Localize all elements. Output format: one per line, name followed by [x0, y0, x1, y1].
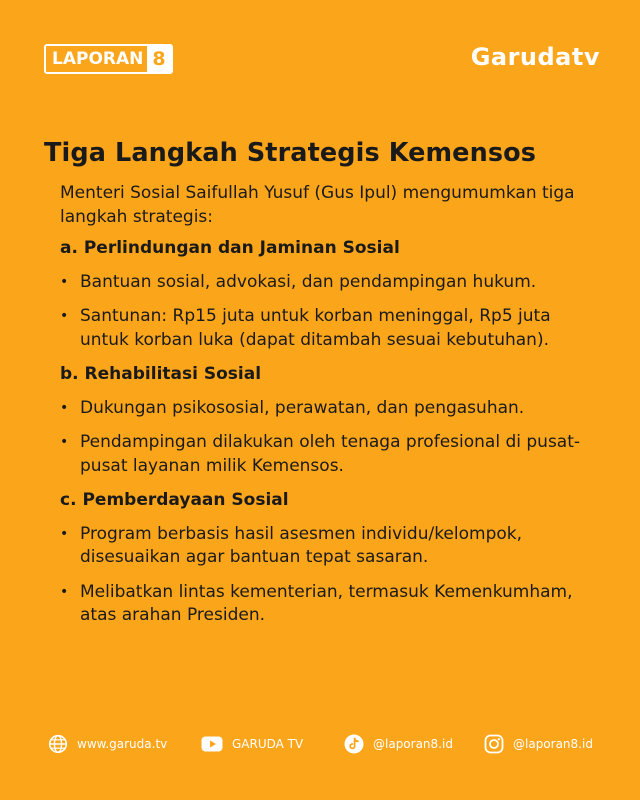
- bullet-item: • Santunan: Rp15 juta untuk korban meninggal, Rp5 juta untuk korban luka (dapat ditambah sesuai kebutuhan).: [60, 305, 600, 352]
- header: [44, 42, 600, 76]
- garudatv-logo: Garudatv: [470, 43, 600, 71]
- youtube-label: GARUDA TV: [232, 737, 304, 751]
- footer-tiktok[interactable]: [344, 732, 453, 756]
- bullet-item: • Program berbasis hasil asesmen individu/kelompok, disesuaikan agar bantuan tepat sasaran.: [60, 523, 600, 570]
- bullet-item: • Dukungan psikososial, perawatan, dan pengasuhan.: [60, 397, 600, 421]
- bullet-list: [60, 397, 600, 479]
- bullet-item: • Melibatkan lintas kementerian, termasuk Kemenkumham, atas arahan Presiden.: [60, 581, 600, 628]
- globe-icon: [48, 734, 68, 754]
- article-body: [60, 182, 600, 639]
- bullet-item: • Bantuan sosial, advokasi, dan pendampingan hukum.: [60, 271, 600, 295]
- laporan8-logo-word: LAPORAN: [52, 49, 144, 69]
- laporan8-logo-number: 8: [147, 46, 170, 72]
- page-title: Tiga Langkah Strategis Kemensos: [44, 138, 537, 168]
- footer-youtube[interactable]: [201, 732, 303, 756]
- footer: [48, 732, 604, 756]
- section-b: [60, 363, 600, 478]
- bullet-item: • Pendampingan dilakukan oleh tenaga profesional di pusat-pusat layanan milik Kemensos.: [60, 431, 600, 478]
- bullet-list: [60, 271, 600, 353]
- instagram-label: @laporan8.id: [513, 737, 593, 751]
- instagram-icon: [484, 734, 504, 754]
- intro-text: Menteri Sosial Saifullah Yusuf (Gus Ipul) mengumumkan tiga langkah strategis:: [60, 183, 575, 227]
- laporan8-logo: [44, 44, 173, 74]
- section-a: [60, 237, 600, 352]
- footer-website[interactable]: [48, 732, 167, 756]
- youtube-icon: [201, 736, 223, 752]
- section-heading: b. Rehabilitasi Sosial: [60, 364, 262, 384]
- website-label: www.garuda.tv: [77, 737, 168, 751]
- tiktok-label: @laporan8.id: [373, 737, 453, 751]
- bullet-list: [60, 523, 600, 628]
- section-heading: c. Pemberdayaan Sosial: [60, 490, 289, 510]
- tiktok-icon: [344, 734, 364, 754]
- section-heading: a. Perlindungan dan Jaminan Sosial: [60, 238, 400, 258]
- footer-instagram[interactable]: [484, 732, 593, 756]
- section-c: [60, 489, 600, 628]
